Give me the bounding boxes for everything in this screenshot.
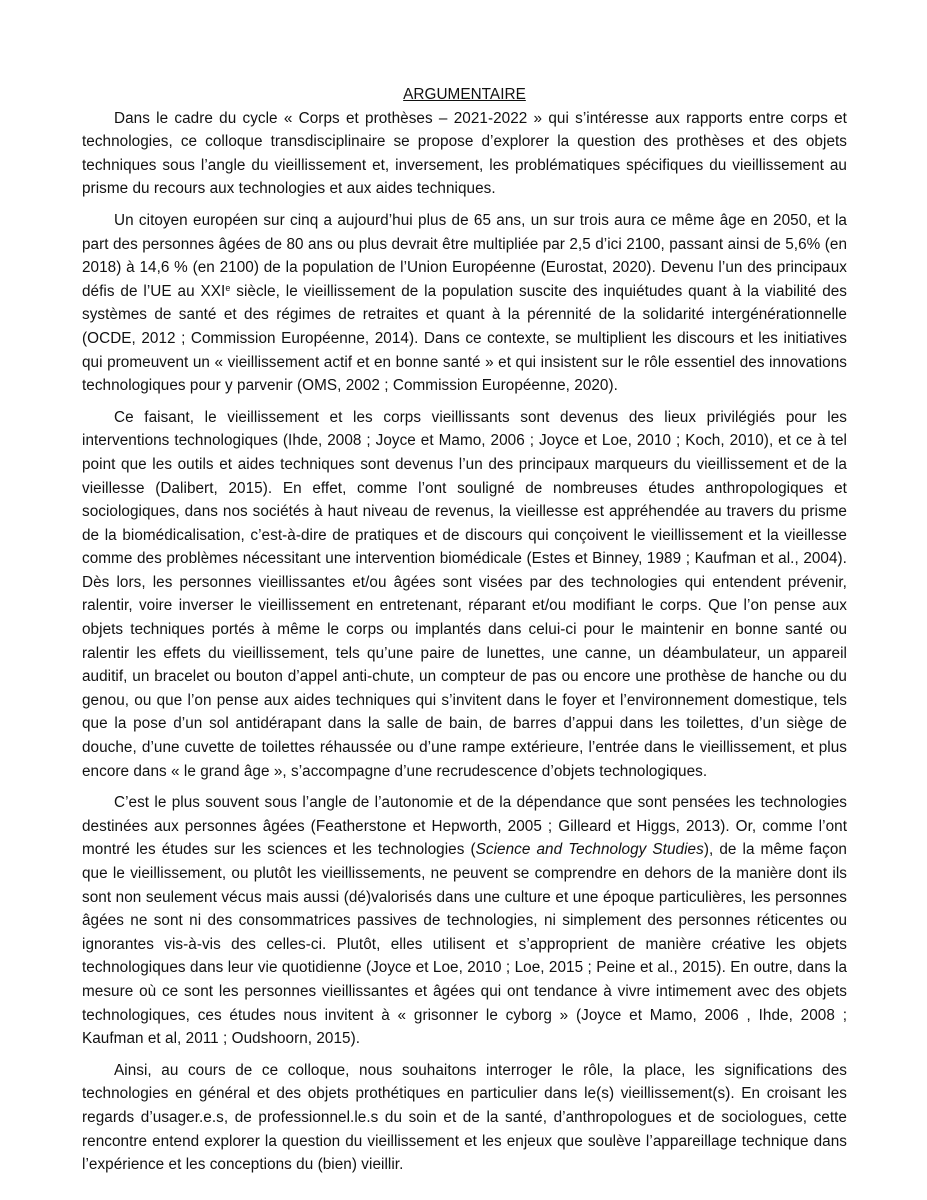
paragraph-text-part-b: siècle, le vieillissement de la population suscite des inquiétudes quant à la viabilité des systèmes de santé et des régimes de retraites et quant à la pérennité de la solidarité intergénérationnelle (OCDE, 2012 ; Commission Européenne, 2014). Dans ce contexte, se multiplient les discours et les initiatives qui promeuvent un « vieillissement actif et en bonne santé » et qui insistent sur le rôle essentiel des innovations technologiques pour y parvenir (OMS, 2002 ; Commission Européenne, 2020). <box>82 282 848 395</box>
document-title: ARGUMENTAIRE <box>403 86 526 103</box>
paragraph-conclusion <box>82 1059 847 1177</box>
paragraph-autonomy <box>82 791 847 1051</box>
paragraph-text: Ce faisant, le vieillissement et les corps vieillissants sont devenus des lieux privilégiés pour les interventions technologiques (Ihde, 2008 ; Joyce et Mamo, 2006 ; Joyce et Loe, 2010 ; Koch, 2010), et ce à tel point que les outils et aides techniques sont devenus l’un des principaux marqueurs du vieillissement et de la vieillesse (Dalibert, 2015). En effet, comme l’ont souligné de nombreuses études anthropologiques et sociologiques, dans nos sociétés à haut niveau de revenus, la vieillesse est appréhendée au travers du prisme de la biomédicalisation, c’est-à-dire de pratiques et de discours qui conçoivent le vieillissement et la vieillesse comme des problèmes nécessitant une intervention biomédicale (Estes et Binney, 1989 ; Kaufman et al., 2004). Dès lors, les personnes vieillissantes et/ou âgées sont visées par des technologies qui entendent prévenir, ralentir, voire inverser le vieillissement en entretenant, réparant et/ou modifiant le corps. Que l’on pense aux objets techniques portés à même le corps ou implantés dans celui-ci pour le maintenir en bonne santé ou ralentir les effets du vieillissement, tels qu’une paire de lunettes, une canne, un déambulateur, un appareil auditif, un bracelet ou bouton d’appel anti-chute, un compteur de pas ou encore une prothèse de hanche ou du genou, ou que l’on pense aux aides techniques qui s’invitent dans le foyer et l’environnement domestique, tels que la pose d’un sol antidérapant dans la salle de bain, de barres d’appui dans les toilettes, d’un siège de douche, d’une cuvette de toilettes réhaussée ou d’une rampe extérieure, l’entrée dans le vieillissement, et plus encore dans « le grand âge », s’accompagne d’une recrudescence d’objets technologiques. <box>82 408 847 780</box>
superscript: e <box>225 282 231 293</box>
paragraph-demographics <box>82 209 847 398</box>
paragraph-technologies <box>82 406 847 784</box>
paragraph-intro <box>82 107 847 201</box>
paragraph-text-part-a: Un citoyen européen sur cinq a aujourd’hui plus de 65 ans, un sur trois aura ce même âge en 2050, et la part des personnes âgées de 80 ans ou plus devrait être multipliée par 2,5 d’ici 2100, passant ainsi de 5,6% (en 2018) à 14,6 % (en 2100) de la population de l’Union Européenne (Eurostat, 2020). Devenu l’un des principaux défis de l’UE au XXI <box>82 211 847 300</box>
paragraph-text: Dans le cadre du cycle « Corps et prothèses – 2021-2022 » qui s’intéresse aux rapports entre corps et technologies, ce colloque transdisciplinaire se propose d’explorer la question des prothèses et des objets techniques sous l’angle du vieillissement et, inversement, les problématiques spécifiques du vieillissement au prisme du recours aux technologies et aux aides techniques. <box>82 109 847 198</box>
paragraph-text-part-b: ), de la même façon que le vieillissement, ou plutôt les vieillissements, ne peuvent se comprendre en dehors de la manière dont ils sont non seulement vécus mais aussi (dé)valorisés dans une culture et une époque particulières, les personnes âgées ne sont ni des consommatrices passives de technologies, ni simplement des personnes réticentes ou ignorantes vis-à-vis des celles-ci. Plutôt, elles utilisent et s’approprient de manière créative les objets technologiques dans leur vie quotidienne (Joyce et Loe, 2010 ; Loe, 2015 ; Peine et al., 2015). En outre, dans la mesure où ce sont les personnes vieillissantes et âgées qui ont tendance à vivre intimement avec des objets technologiques, ces études nous invitent à « grisonner le cyborg » (Joyce et Mamo, 2006 , Ihde, 2008 ; Kaufman et al, 2011 ; Oudshoorn, 2015). <box>82 841 847 1048</box>
italic-term: Science and Technology Studies <box>475 841 704 859</box>
paragraph-text: Ainsi, au cours de ce colloque, nous souhaitons interroger le rôle, la place, les significations des technologies en général et des objets prothétiques en particulier dans le(s) vieillissement(s). En croisant les regards d’usager.e.s, de professionnel.le.s du soin et de la santé, d’anthropologues et de sociologues, cette rencontre entend explorer la question du vieillissement et les enjeux que soulève l’appareillage technique dans l’expérience et les conceptions du (bien) vieillir. <box>82 1061 847 1174</box>
paragraph-text-part-a: C’est le plus souvent sous l’angle de l’autonomie et de la dépendance que sont pensées les technologies destinées aux personnes âgées (Featherstone et Hepworth, 2005 ; Gilleard et Higgs, 2013). Or, comme l’ont montré les études sur les sciences et les technologies ( <box>82 794 847 859</box>
document-page <box>82 83 847 1185</box>
